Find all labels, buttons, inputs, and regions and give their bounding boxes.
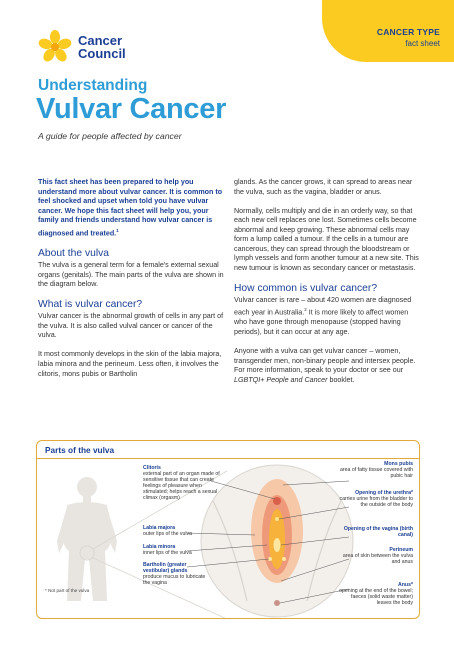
tab-title: CANCER TYPE	[376, 27, 440, 37]
what-is-paragraph: Vulvar cancer is the abnormal growth of cells in any part of the vulva. It is also called vulval cancer or cancer of the vulva.	[38, 312, 224, 340]
page-title: Vulvar Cancer	[36, 93, 227, 125]
common-reference: 2	[304, 307, 307, 313]
label-bartholin: Bartholin (greater vestibular) glands produce mucus to lubricate the vagina	[143, 562, 206, 586]
label-labia-majora: Labia majora outer lips of the vulva	[143, 525, 193, 537]
label-vagina: Opening of the vagina (birth canal)	[343, 526, 413, 538]
intro-paragraph: This fact sheet has been prepared to help you understand more about vulvar cancer. It is common to feel shocked and upset when told you have vulvar cancer. We hope this fact sheet will help you, your family and friends understand how vulvar cancer is diagnosed and treated.$^1$	[38, 178, 223, 238]
body-silhouette	[57, 477, 117, 601]
label-mons-pubis: Mons pubis area of fatty tissue covered with pubic hair	[340, 461, 413, 479]
logo-line-2: Council	[78, 46, 126, 61]
how-common-paragraph: Vulvar cancer is rare – about 420 women are diagnosed each year in Australia.$^2$ It is more likely to affect women who have gone through menopause (stopped having periods), but it can occur at any age.	[234, 295, 412, 336]
label-perineum: Perineum area of skin between the vulva and anus	[342, 547, 413, 565]
parts-of-vulva-panel	[36, 440, 420, 619]
tab-subtitle: fact sheet	[405, 39, 440, 48]
heading-how-common: How common is vulvar cancer?	[234, 282, 378, 294]
header-kicker: Understanding	[38, 77, 148, 94]
logo-line-1: Cancer	[78, 33, 123, 48]
left-column	[38, 178, 224, 389]
heading-what-is: What is vulvar cancer?	[38, 299, 143, 311]
cancer-type-tab	[322, 0, 454, 62]
label-clitoris: Clitoris external part of an organ made of sensitive tissue that can create feelings of pleasure when stimulated; helps reach a sexual climax (orgasm)	[143, 465, 220, 501]
cancer-council-logo	[38, 30, 126, 64]
anyone-paragraph: Anyone with a vulva can get vulvar cancer – women, transgender men, non-binary people and intersex people. For more information, speak to your doctor or see our LGBTQI+ People and Cancer booklet.	[234, 346, 416, 384]
label-urethra: Opening of the urethra* carries urine from the bladder to the outside of the body	[339, 490, 413, 508]
diagram-heading: Parts of the vulva	[45, 445, 115, 455]
page-subtitle: A guide for people affected by cancer	[38, 131, 182, 141]
heading-about-vulva: About the vulva	[38, 248, 109, 260]
lgbtqi-booklet-link[interactable]: LGBTQI+ People and Cancer	[234, 375, 328, 384]
develops-paragraph: It most commonly develops in the skin of the labia majora, labia minora and the perineum. Less often, it involves the clitoris, mons pubis or Bartholin	[38, 350, 222, 378]
diagram-footnote: * Not part of the vulva	[45, 588, 90, 593]
intro-reference: 1	[116, 227, 119, 233]
anus-shape	[274, 600, 280, 606]
clitoris-shape	[273, 497, 281, 505]
continued-paragraph: glands. As the cancer grows, it can spread to areas near the vulva, such as the vagina, bladder or anus.	[234, 178, 413, 196]
cells-paragraph: Normally, cells multiply and die in an orderly way, so that each new cell replaces one lost. Sometimes cells become abnormal and keep growing. These abnormal cells may form a lump called a tumour. If the cells in a tumour are cancerous, they can spread through the bloodstream or lymph vessels and form another tumour at a new site. This new tumour is known as secondary cancer or metastasis.	[234, 206, 419, 272]
label-labia-minora: Labia minora inner lips of the vulva	[143, 544, 192, 556]
daffodil-icon	[38, 30, 72, 64]
about-vulva-paragraph: The vulva is a general term for a female's external sexual organs (genitals). The main parts of the vulva are shown in the diagram below.	[38, 261, 224, 289]
label-anus: Anus* opening at the end of the bowel; faeces (solid waste matter) leaves the body	[339, 582, 413, 606]
right-column	[234, 178, 420, 395]
